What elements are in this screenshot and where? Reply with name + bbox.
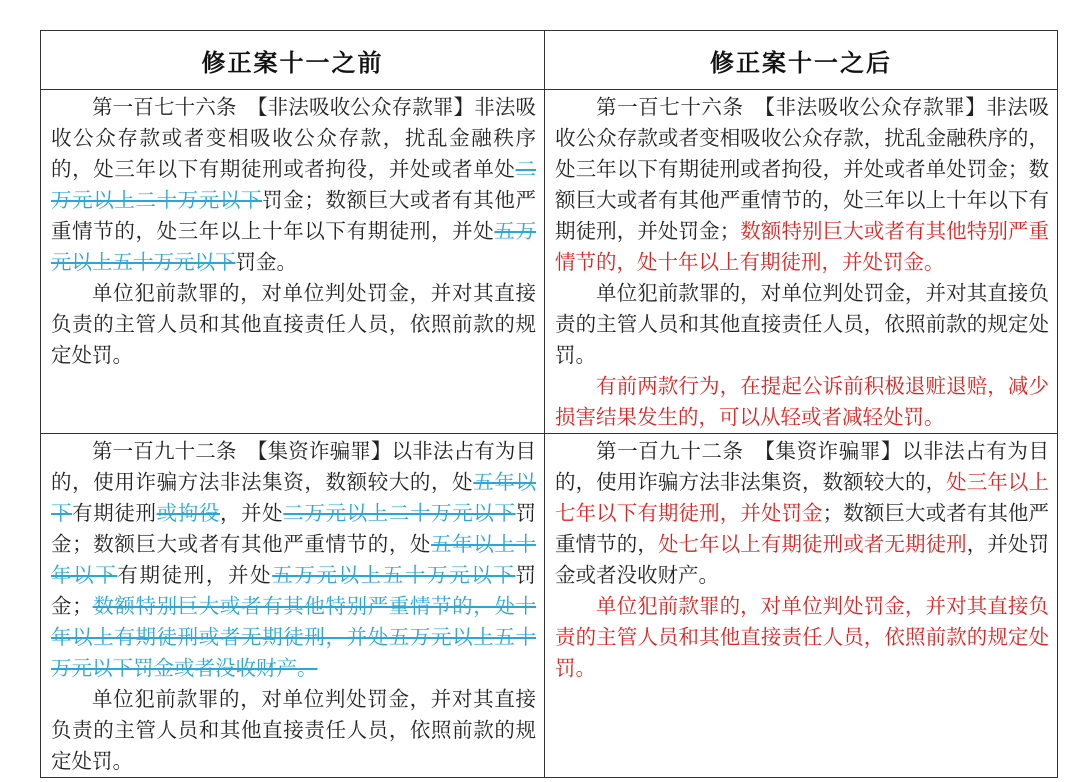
- deleted-text: 二万元以上二十万元以下: [283, 501, 516, 525]
- text-segment: 有期徒刑: [72, 501, 157, 525]
- text-segment: 第一百九十二条 【集资诈骗罪】以非法占有为目的，使用诈骗方法非法集资，数额较大的，处: [51, 439, 536, 494]
- added-text: 有前两款行为，在提起公诉前积极退赃退赔，减少损害结果发生的，可以从轻或者减轻处罚。: [555, 374, 1049, 429]
- text-segment: ，并处罚金或者没收财产。: [555, 532, 1050, 587]
- paragraph: [555, 436, 1049, 591]
- text-segment: 单位犯前款罪的，对单位判处罚金，并对其直接负责的主管人员和其他直接责任人员，依照前款的规定处罚。: [51, 281, 536, 367]
- text-segment: 第一百九十二条 【集资诈骗罪】以非法占有为目的，使用诈骗方法非法集资，数额较大的，: [555, 439, 1049, 494]
- text-segment: 单位犯前款罪的，对单位判处罚金，并对其直接负责的主管人员和其他直接责任人员，依照前款的规定处罚。: [51, 687, 536, 773]
- cell-after-article-176: [545, 90, 1058, 434]
- text-segment: ，并处: [219, 501, 284, 525]
- paragraph: [51, 278, 536, 371]
- text-segment: 罚金；数额巨大或者有其他严重情节的，处: [51, 501, 537, 556]
- table-row: [41, 90, 1058, 434]
- text-segment: 罚金；数额巨大或者有其他严重情节的，处三年以上十年以下有期徒刑，并处: [51, 188, 537, 243]
- paragraph: [51, 92, 536, 278]
- header-row: [41, 31, 1058, 90]
- cell-before-article-176: [41, 90, 545, 434]
- added-text: 数额特别巨大或者有其他特别严重情节的，处十年以上有期徒刑，并处罚金。: [555, 219, 1050, 274]
- cell-before-article-192: [41, 434, 545, 778]
- added-text: 处七年以上有期徒刑或者无期徒刑: [657, 532, 967, 556]
- paragraph: [555, 371, 1049, 433]
- paragraph: [555, 92, 1049, 278]
- comparison-table: [40, 30, 1058, 778]
- table-row: [41, 434, 1058, 778]
- text-segment: 单位犯前款罪的，对单位判处罚金，并对其直接负责的主管人员和其他直接责任人员，依照前款的规定处罚。: [555, 281, 1049, 367]
- cell-after-article-192: [545, 434, 1058, 778]
- added-text: 处三年以上七年以下有期徒刑，并处罚金: [555, 470, 1050, 525]
- paragraph: [555, 591, 1049, 684]
- deleted-text: 数额特别巨大或者有其他特别严重情节的，处十年以上有期徒刑或者无期徒刑，并处五万元以上五十万元以下罚金或者没收财产。: [51, 594, 537, 680]
- text-segment: 第一百七十六条 【非法吸收公众存款罪】非法吸收公众存款或者变相吸收公众存款，扰乱金融秩序的，处三年以下有期徒刑或者拘役，并处或者单处罚金；数额巨大或者有其他严重情节的，处三年以上十年以下有期徒刑，并处罚金；: [555, 95, 1049, 243]
- added-text: 单位犯前款罪的，对单位判处罚金，并对其直接负责的主管人员和其他直接责任人员，依照前款的规定处罚。: [555, 594, 1049, 680]
- header-after: 修正案十一之后: [545, 31, 1058, 90]
- paragraph: [51, 436, 536, 684]
- paragraph: [51, 684, 536, 777]
- header-before: 修正案十一之前: [41, 31, 545, 90]
- deleted-text: 二万元以上二十万元以下: [51, 157, 536, 212]
- text-segment: 有期徒刑，并处: [117, 563, 273, 587]
- text-segment: ；数额巨大或者有其他严重情节的，: [555, 501, 1050, 556]
- text-segment: 第一百七十六条 【非法吸收公众存款罪】非法吸收公众存款或者变相吸收公众存款，扰乱金融秩序的，处三年以下有期徒刑或者拘役，并处或者单处: [51, 95, 536, 181]
- text-segment: 罚金；: [51, 563, 537, 618]
- paragraph: [555, 278, 1049, 371]
- deleted-text: 五年以上十年以下: [51, 532, 537, 587]
- deleted-text: 五万元以上五十万元以下: [51, 219, 537, 274]
- deleted-text: 五万元以上五十万元以下: [272, 563, 516, 587]
- text-segment: 罚金。: [235, 250, 297, 274]
- deleted-text: 或拘役: [156, 501, 220, 525]
- deleted-text: 五年以下: [51, 470, 537, 525]
